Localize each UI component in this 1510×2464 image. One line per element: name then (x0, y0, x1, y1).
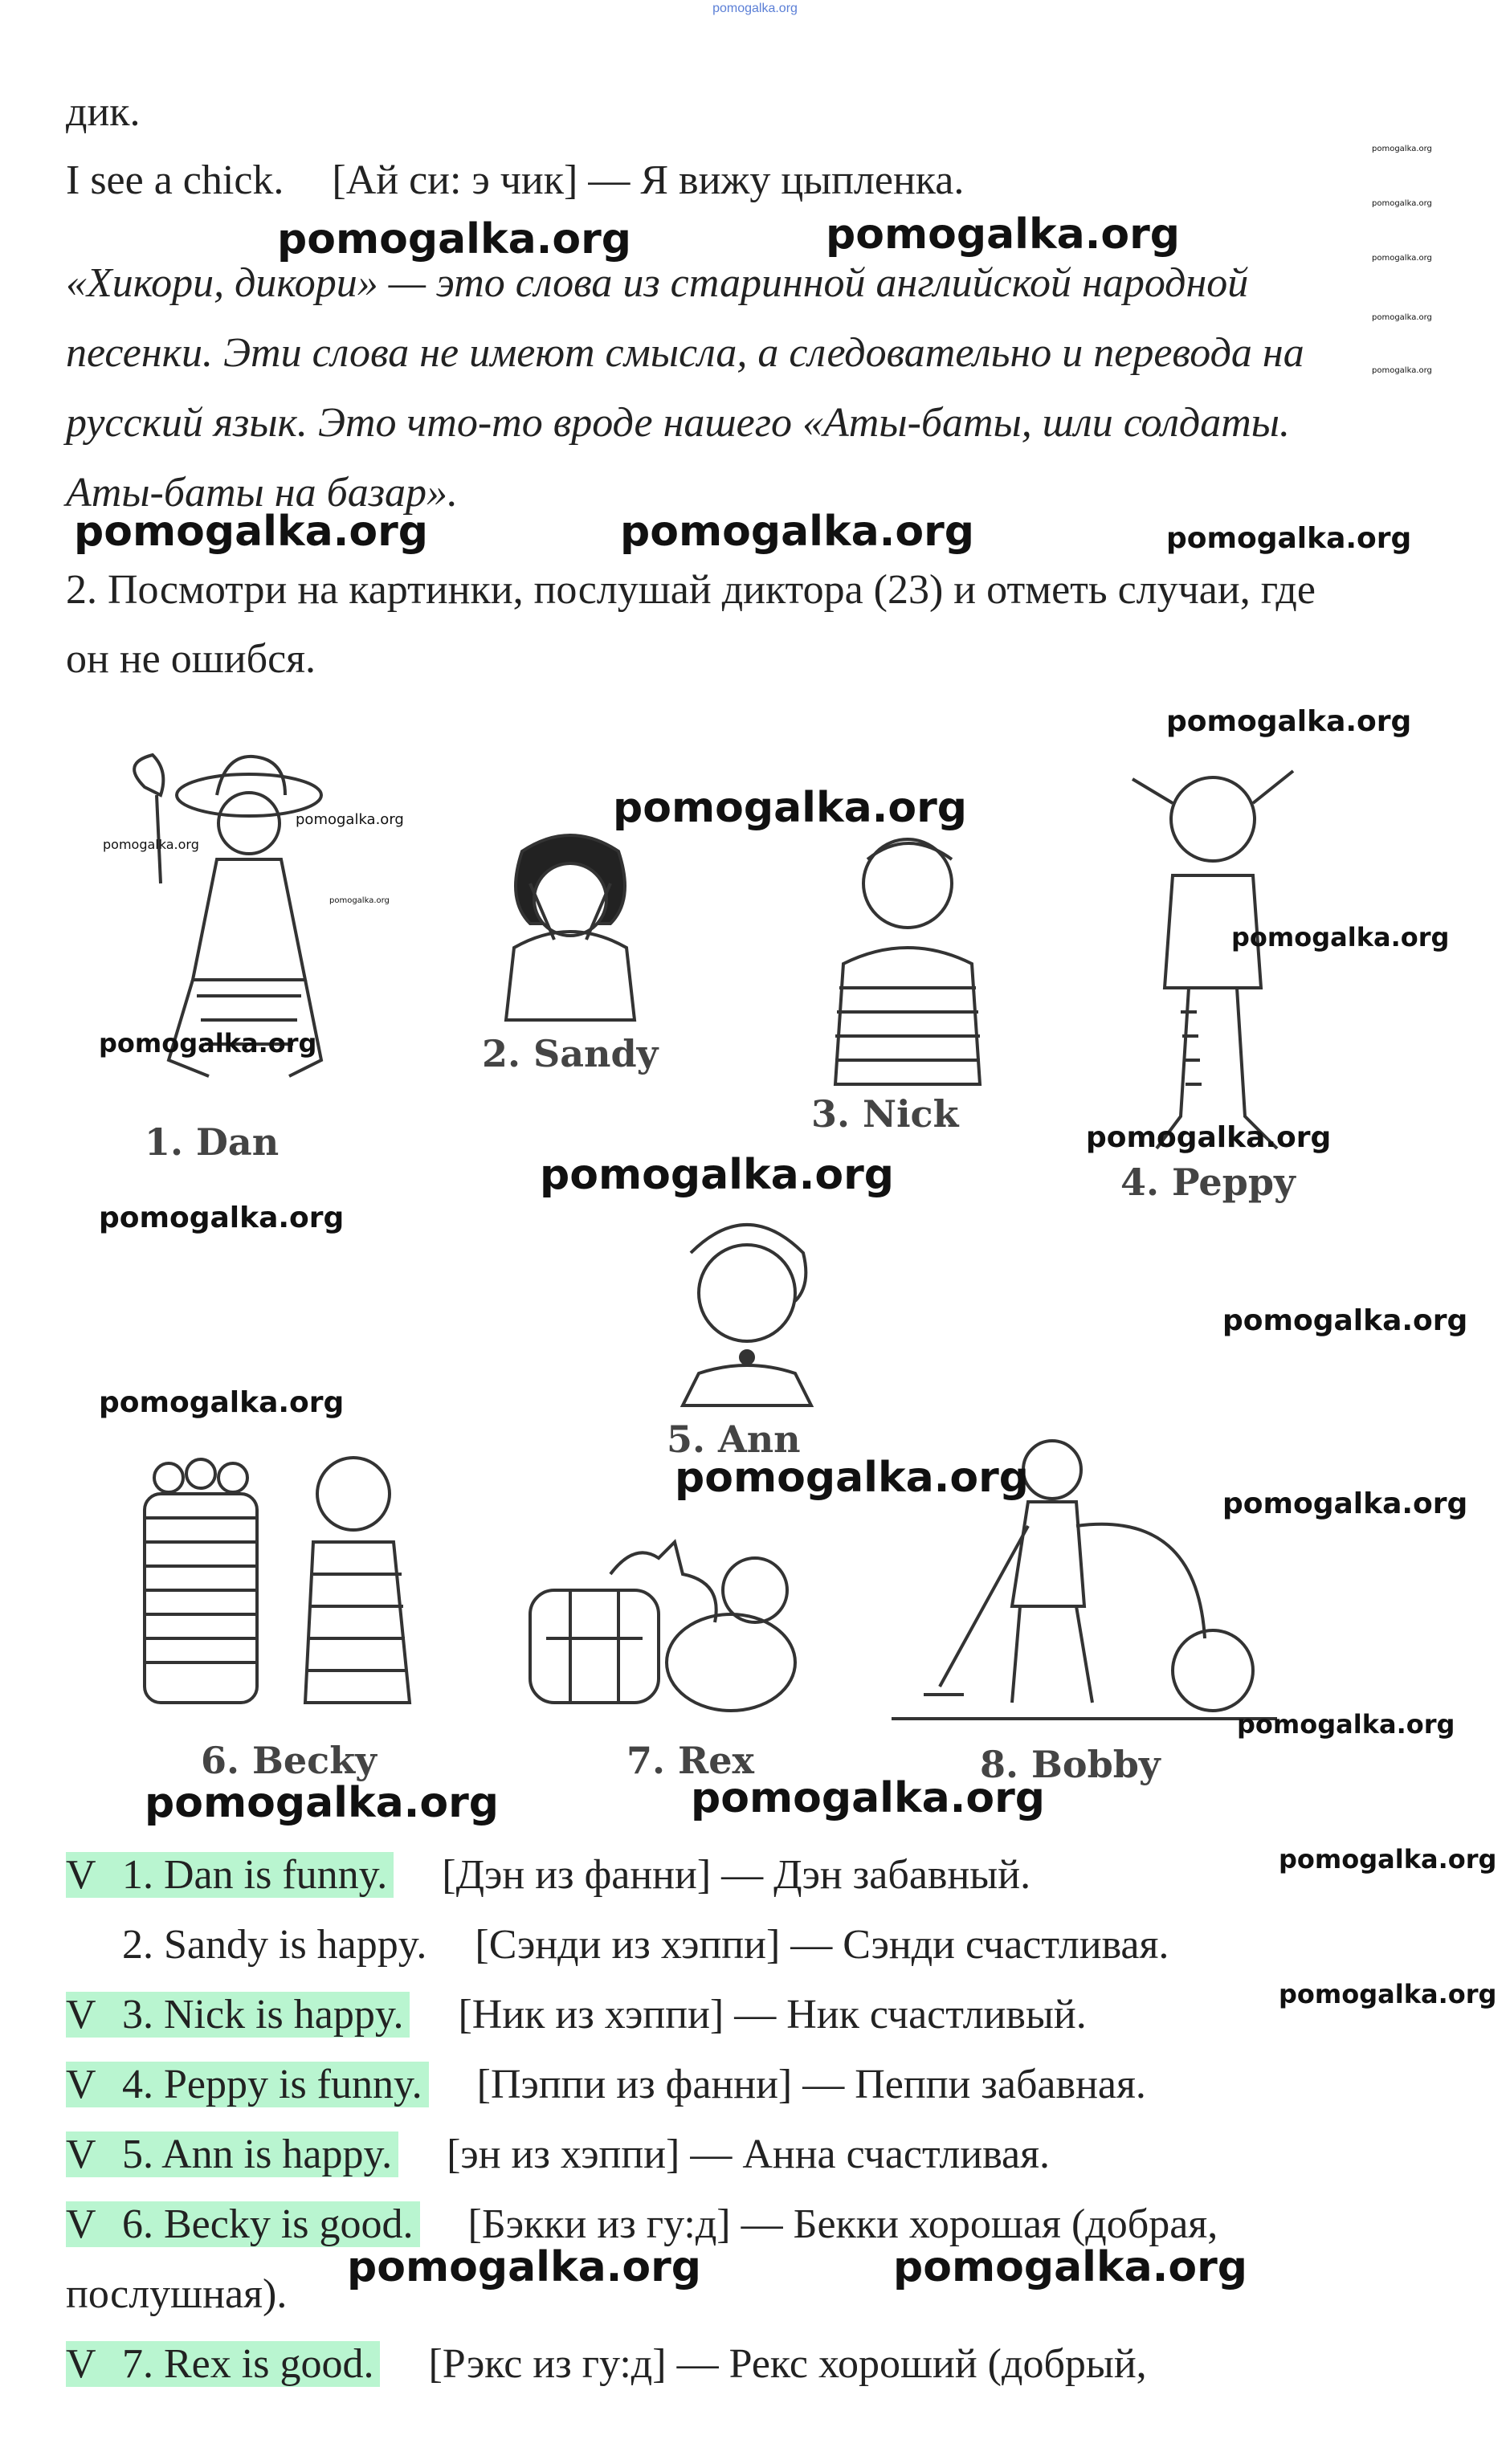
answer-highlight (66, 2132, 398, 2177)
watermark: pomogalka.org (296, 811, 404, 828)
answer-ru: [эн из хэппи] — Анна счастливая. (447, 2132, 1051, 2177)
watermark: pomogalka.org (826, 210, 1181, 259)
watermark: pomogalka.org (691, 1774, 1046, 1822)
sentence-ru: [Ай си: э чик] — Я вижу цыпленка. (332, 157, 965, 203)
sandy-illustration (474, 819, 667, 1028)
answer-en: 7. Rex is good. (122, 2341, 374, 2387)
check-mark: V (66, 2341, 96, 2387)
watermark: pomogalka.org (145, 1779, 500, 1827)
watermark: pomogalka.org (1166, 705, 1412, 738)
watermark: pomogalka.org (99, 1028, 317, 1059)
sentence-line (66, 153, 964, 209)
watermark: pomogalka.org (1372, 199, 1432, 208)
answer-ru: [Бэкки из гу:д] — Бекки хорошая (добрая, (467, 2201, 1218, 2247)
note-line: песенки. Эти слова не имеют смысла, а следовательно и перевода на (66, 330, 1304, 376)
watermark: pomogalka.org (1237, 1709, 1455, 1740)
watermark: pomogalka.org (1372, 254, 1432, 263)
caption-nick: 3. Nick (811, 1092, 959, 1136)
caption-dan: 1. Dan (145, 1120, 280, 1164)
site-mark-top: pomogalka.org (712, 2, 798, 15)
answer-ru: [Дэн из фанни] — Дэн забавный. (442, 1852, 1031, 1898)
watermark: pomogalka.org (620, 508, 975, 556)
answer-highlight (66, 1852, 394, 1898)
note-line: «Хикори, дикори» — это слова из старинной английской народной (66, 260, 1249, 306)
answer-ru: [Сэнди из хэппи] — Сэнди счастливая. (475, 1922, 1169, 1968)
caption-ann: 5. Ann (667, 1418, 801, 1461)
watermark: pomogalka.org (103, 837, 199, 852)
note-line: русский язык. Это что-то вроде нашего «Аты-баты, шли солдаты. (66, 400, 1290, 446)
watermark: pomogalka.org (675, 1454, 1030, 1502)
answer-ru: [Рэкс из гу:д] — Рекс хороший (добрый, (428, 2341, 1147, 2387)
sentence-en: I see a chick. (66, 157, 284, 203)
answer-en: 3. Nick is happy. (122, 1992, 404, 2038)
becky-illustration (120, 1430, 458, 1719)
check-mark: V (66, 2132, 96, 2177)
answer-en: 4. Peppy is funny. (122, 2062, 422, 2107)
answer-highlight (66, 2201, 420, 2247)
watermark: pomogalka.org (74, 508, 429, 556)
note-line: Аты-баты на базар». (66, 470, 459, 516)
caption-rex: 7. Rex (626, 1739, 754, 1782)
nick-illustration (795, 819, 1004, 1092)
watermark: pomogalka.org (1222, 1487, 1468, 1520)
watermark: pomogalka.org (1372, 313, 1432, 322)
ann-illustration (643, 1205, 851, 1414)
text-line: дик. (66, 89, 141, 135)
watermark: pomogalka.org (99, 1386, 345, 1419)
answer-highlight (66, 2341, 380, 2387)
watermark: pomogalka.org (347, 2243, 702, 2291)
caption-peppy: 4. Peppy (1120, 1161, 1296, 1204)
watermark: pomogalka.org (893, 2243, 1248, 2291)
answer-highlight (66, 1992, 410, 2038)
answer-row (66, 2336, 1147, 2393)
answer-row (66, 2057, 1146, 2113)
answer-row (66, 1847, 1030, 1903)
peppy-illustration (1092, 747, 1333, 1165)
answer-highlight (66, 2062, 429, 2107)
watermark: pomogalka.org (613, 784, 968, 832)
watermark: pomogalka.org (277, 215, 632, 263)
watermark: pomogalka.org (1372, 366, 1432, 375)
answer-en: 5. Ann is happy. (122, 2132, 393, 2177)
answer-en: 6. Becky is good. (122, 2201, 414, 2247)
answer-en: 2. Sandy is happy. (122, 1922, 427, 1968)
watermark: pomogalka.org (1166, 522, 1412, 555)
task-line: 2. Посмотри на картинки, послушай диктора (23) и отметь случаи, где (66, 567, 1316, 613)
check-mark: V (66, 1852, 96, 1898)
task-line: он не ошибся. (66, 636, 316, 682)
check-mark: V (66, 2201, 96, 2247)
answer-en: 1. Dan is funny. (122, 1852, 388, 1898)
caption-bobby: 8. Bobby (980, 1743, 1161, 1786)
answer-row (66, 1987, 1087, 2043)
watermark: pomogalka.org (540, 1151, 895, 1199)
watermark: pomogalka.org (99, 1201, 345, 1234)
check-mark: V (66, 2062, 96, 2107)
answer-row (66, 1917, 1169, 1973)
watermark: pomogalka.org (1372, 145, 1432, 153)
rex-illustration (514, 1526, 803, 1735)
watermark: pomogalka.org (1086, 1121, 1332, 1154)
watermark: pomogalka.org (329, 896, 390, 905)
check-mark: V (66, 1992, 96, 2038)
caption-sandy: 2. Sandy (482, 1032, 659, 1075)
watermark: pomogalka.org (1231, 922, 1450, 953)
answer-continuation: послушная). (66, 2271, 288, 2317)
caption-becky: 6. Becky (201, 1739, 377, 1782)
answer-ru: [Ник из хэппи] — Ник счастливый. (458, 1992, 1087, 2038)
watermark: pomogalka.org (1279, 1979, 1497, 2009)
watermark: pomogalka.org (1279, 1844, 1497, 1875)
answer-ru: [Пэппи из фанни] — Пеппи забавная. (476, 2062, 1146, 2107)
answer-row (66, 2127, 1050, 2183)
watermark: pomogalka.org (1222, 1304, 1468, 1337)
